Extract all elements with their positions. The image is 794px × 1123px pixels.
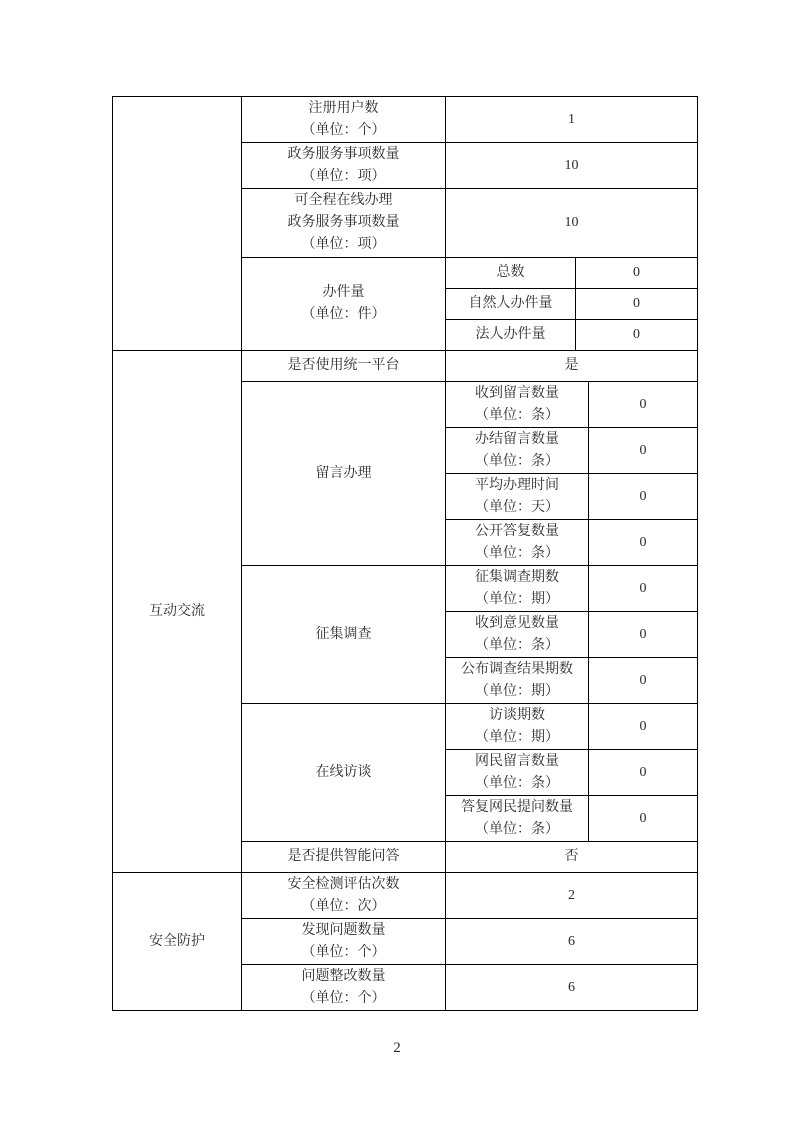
sub-label-cell (446, 382, 589, 428)
value-cell: 0 (589, 612, 698, 658)
sub-label-cell (446, 520, 589, 566)
sub-label-cell-line: 答复网民提问数量 (461, 799, 573, 815)
value-cell: 0 (589, 658, 698, 704)
sub-label-cell-line: 公开答复数量 (475, 523, 559, 539)
sub-label-cell (446, 289, 576, 320)
group-label-cell-line: 留言办理 (315, 465, 372, 481)
value-cell: 0 (589, 382, 698, 428)
sub-label-cell-line: 总数 (496, 265, 525, 280)
sub-label-cell-line: （单位：期） (475, 729, 559, 745)
item-label-cell-line: 政务服务事项数量 (287, 146, 400, 162)
group-label-cell-line: 在线访谈 (315, 764, 372, 780)
sub-label-cell-line: 法人办件量 (475, 327, 546, 342)
item-label-cell-line: （单位：个） (301, 122, 386, 138)
table-row (113, 351, 698, 382)
sub-label-cell (446, 428, 589, 474)
group-label-cell (242, 566, 446, 704)
group-label-cell (242, 704, 446, 842)
item-label-cell-line: 发现问题数量 (301, 922, 386, 938)
sub-label-cell (446, 566, 589, 612)
sub-label-cell-line: 办结留言数量 (475, 431, 559, 447)
category-cell: 安全防护 (113, 873, 242, 1011)
page-number: 2 (393, 1040, 401, 1056)
item-label-cell-line: （单位：个） (301, 990, 386, 1006)
item-label-cell (242, 919, 446, 965)
value-cell: 0 (576, 258, 698, 289)
group-label-cell (242, 382, 446, 566)
sub-label-cell (446, 704, 589, 750)
report-table (112, 96, 698, 1011)
item-label-cell (242, 143, 446, 189)
category-cell: 互动交流 (113, 351, 242, 873)
sub-label-cell-line: 公布调查结果期数 (461, 661, 573, 677)
item-label-cell-line: （单位：项） (301, 237, 386, 252)
item-label-cell-line: 是否使用统一平台 (287, 358, 400, 373)
value-cell: 6 (446, 919, 698, 965)
item-label-cell (242, 189, 446, 258)
value-cell: 0 (576, 289, 698, 320)
sub-label-cell-line: （单位：条） (475, 775, 559, 791)
value-cell: 10 (446, 189, 698, 258)
item-label-cell (242, 873, 446, 919)
sub-label-cell (446, 796, 589, 842)
sub-label-cell (446, 258, 576, 289)
value-cell: 0 (589, 750, 698, 796)
sub-label-cell-line: 收到留言数量 (475, 385, 559, 401)
sub-label-cell (446, 658, 589, 704)
sub-label-cell-line: （单位：天） (475, 499, 559, 515)
value-cell: 0 (589, 796, 698, 842)
sub-label-cell-line: 网民留言数量 (475, 753, 559, 769)
category-cell (113, 97, 242, 351)
value-cell: 2 (446, 873, 698, 919)
value-cell: 是 (446, 351, 698, 382)
group-label-cell-line: 办件量 (322, 285, 365, 300)
value-cell: 0 (589, 520, 698, 566)
item-label-cell-line: 政务服务事项数量 (287, 215, 400, 230)
item-label-cell-line: （单位：个） (301, 944, 386, 960)
item-label-cell-line: 注册用户数 (308, 100, 379, 116)
sub-label-cell-line: （单位：条） (475, 637, 559, 653)
group-label-cell-line: （单位：件） (301, 307, 386, 322)
sub-label-cell-line: （单位：条） (475, 453, 559, 469)
group-label-cell-line: 征集调查 (315, 626, 372, 642)
item-label-cell-line: 是否提供智能问答 (287, 849, 400, 864)
sub-label-cell (446, 474, 589, 520)
table-row (113, 97, 698, 143)
value-cell: 6 (446, 965, 698, 1011)
sub-label-cell-line: （单位：条） (475, 407, 559, 423)
value-cell: 1 (446, 97, 698, 143)
sub-label-cell-line: 访谈期数 (489, 707, 545, 723)
sub-label-cell-line: 收到意见数量 (475, 615, 559, 631)
item-label-cell-line: 问题整改数量 (301, 968, 386, 984)
sub-label-cell-line: 征集调查期数 (475, 569, 559, 585)
sub-label-cell (446, 320, 576, 351)
group-label-cell (242, 258, 446, 351)
value-cell: 0 (576, 320, 698, 351)
item-label-cell-line: （单位：次） (301, 898, 386, 914)
sub-label-cell-line: （单位：期） (475, 683, 559, 699)
sub-label-cell-line: （单位：条） (475, 545, 559, 561)
sub-label-cell (446, 750, 589, 796)
value-cell: 否 (446, 842, 698, 873)
sub-label-cell-line: （单位：条） (475, 821, 559, 837)
sub-label-cell-line: 平均办理时间 (475, 477, 559, 493)
value-cell: 0 (589, 566, 698, 612)
value-cell: 0 (589, 474, 698, 520)
item-label-cell-line: 可全程在线办理 (294, 193, 393, 208)
sub-label-cell-line: （单位：期） (475, 591, 559, 607)
value-cell: 0 (589, 704, 698, 750)
item-label-cell (242, 965, 446, 1011)
item-label-cell-line: （单位：项） (301, 168, 386, 184)
item-label-cell-line: 安全检测评估次数 (287, 876, 400, 892)
table-row (113, 873, 698, 919)
sub-label-cell (446, 612, 589, 658)
sub-label-cell-line: 自然人办件量 (468, 296, 553, 311)
item-label-cell (242, 351, 446, 382)
item-label-cell (242, 842, 446, 873)
item-label-cell (242, 97, 446, 143)
value-cell: 0 (589, 428, 698, 474)
value-cell: 10 (446, 143, 698, 189)
